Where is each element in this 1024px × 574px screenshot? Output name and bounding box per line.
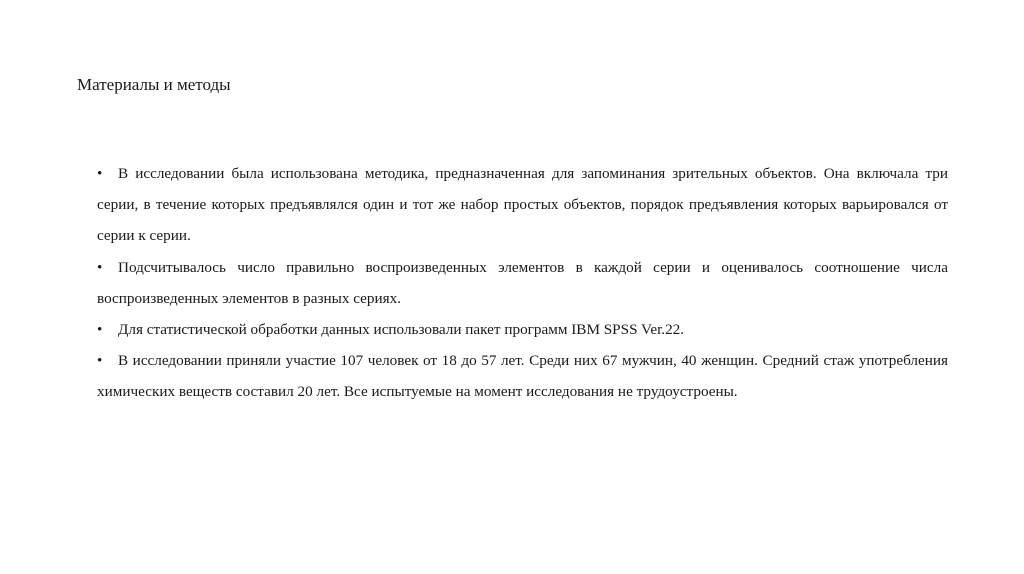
slide-title: Материалы и методы — [77, 75, 231, 94]
bullet-marker: • — [97, 165, 103, 182]
bullet-item — [97, 252, 948, 314]
bullet-item — [97, 158, 948, 252]
bullet-item — [97, 314, 948, 345]
bullet-marker: • — [97, 352, 103, 370]
bullet-item — [97, 345, 948, 407]
bullet-text: В исследовании была использована методика, предназначенная для запоминания зрительных объектов. Она включала три серии, в течение которых предъявлялся один и тот же набор простых объектов, порядок предъявления которых варьировался от серии к серии. — [97, 165, 948, 245]
bullet-text: В исследовании приняли участие 107 человек от 18 до 57 лет. Среди них 67 мужчин, 40 женщин. Средний стаж употребления химических веществ составил 20 лет. Все испытуемые на момент исследования не трудоустроены. — [97, 352, 948, 401]
bullet-text: Подсчитывалось число правильно воспроизведенных элементов в каждой серии и оценивалось соотношение числа воспроизведенных элементов в разных сериях. — [97, 258, 948, 307]
bullet-marker: • — [97, 321, 103, 339]
bullet-marker: • — [97, 258, 103, 276]
bullet-list — [97, 158, 948, 408]
bullet-text: Для статистической обработки данных использовали пакет программ IBM SPSS Ver.22. — [118, 321, 685, 339]
